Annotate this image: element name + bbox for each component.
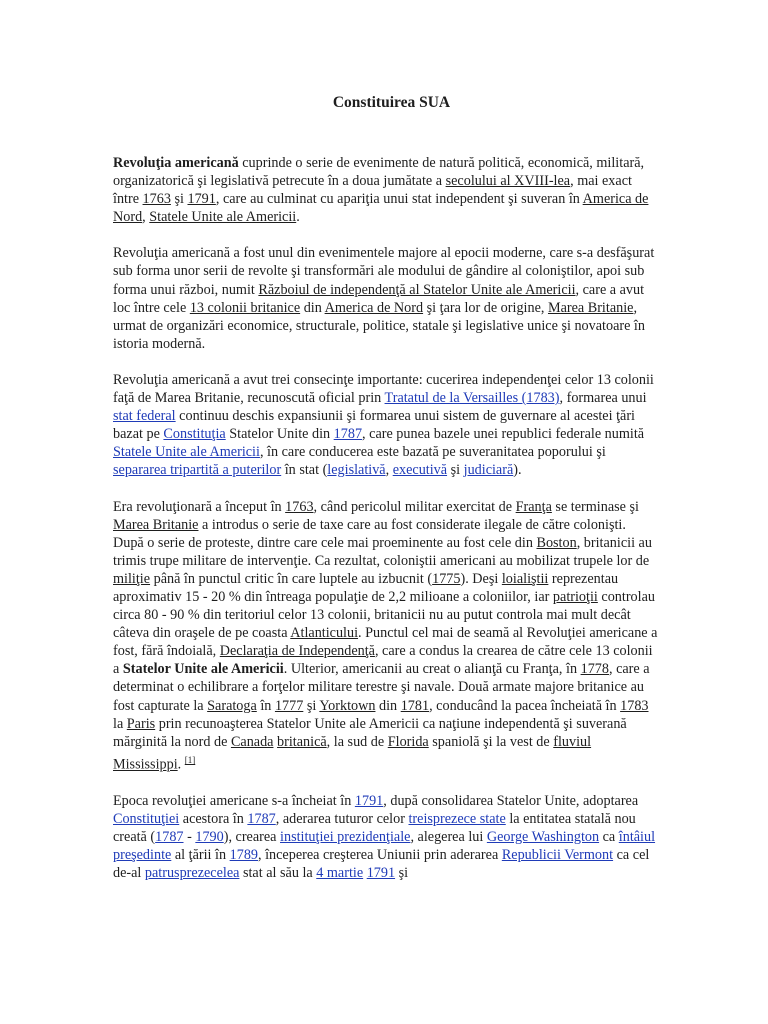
bold-term: Revoluţia americană bbox=[113, 155, 239, 171]
link-13-colonii[interactable]: 13 colonii britanice bbox=[189, 299, 301, 316]
paragraph-4: Era revoluţionară a început în 1763, când pericolul militar exercitat de Franţa se terminase şi Marea Britanie a introdus o serie de taxe care au fost considerate ilegale de către colonişti. După o serie de proteste, dintre care cele mai proeminente au fost cele din Boston, britanicii au trimis trupe militare de intervenţie. Ca rezultat, coloniştii americani au mobilizat trupele lor de miliţie până în punctul critic în care luptele au izbucnit (1775). Deşi loialiştii reprezentau aproximativ 15 - 20 % din întreaga populaţie de 2,2 milioane a coloniilor, iar patrioţii controlau circa 80 - 90 % din teritoriul celor 13 colonii, britanicii nu au putut controla mai mult decât câteva din oraşele de pe coasta Atlanticului. Punctul cel mai de seamă al Revoluţiei americane a fost, fără îndoială, Declaraţia de Independenţă, care a condus la crearea de către cele 13 colonii a Statelor Unite ale Americii. Ulterior, americanii au creat o alianţă cu Franţa, în 1778, care a determinat o echilibrare a forţelor militare terestre şi navale. Două armate majore britanice au fost capturate la Saratoga în 1777 şi Yorktown din 1781, conducând la pacea încheiată în 1783 la Paris prin recunoaşterea Statelor Unite ale Americii ca naţiune independentă şi suverană mărginită la nord de Canada britanică, la sud de Florida spaniolă şi la vest de fluviul Mississippi. [1] bbox=[113, 498, 658, 773]
link-statele-unite[interactable]: Statele Unite ale Americii bbox=[113, 444, 260, 461]
page-title: Constituirea SUA bbox=[332, 94, 451, 111]
link-judiciara[interactable]: judiciară bbox=[463, 462, 514, 479]
link-militie[interactable]: miliţie bbox=[113, 570, 151, 587]
link-1783[interactable]: 1783 bbox=[620, 697, 649, 714]
link-yorktown[interactable]: Yorktown bbox=[319, 697, 376, 714]
link-america-de-nord[interactable]: America de Nord bbox=[113, 191, 649, 226]
link-executiva[interactable]: executivă bbox=[392, 462, 448, 479]
link-declaratia-de-independenta[interactable]: Declaraţia de Independenţă bbox=[219, 643, 375, 660]
paragraph-5: Epoca revoluţiei americane s-a încheiat în 1791, după consolidarea Statelor Unite, adoptarea Constituţiei acestora în 1787, aderarea tuturor celor treisprezece state la entitatea statală nou creată (1787 - 1790), crearea instituţiei prezidenţiale, alegerea lui George Washington ca întâiul preşedinte al ţării în 1789, începerea creşterea Uniunii prin aderarea Republicii Vermont ca cel de-al patrusprezecelea stat al său la 4 martie 1791 şi bbox=[113, 792, 656, 882]
link-saratoga[interactable]: Saratoga bbox=[207, 697, 257, 714]
link-razboiul-de-independenta[interactable]: Războiul de independenţă al Statelor Unite ale Americii bbox=[258, 281, 576, 298]
link-boston[interactable]: Boston bbox=[536, 534, 577, 551]
link-1787[interactable]: 1787 bbox=[155, 828, 184, 845]
link-stat-federal[interactable]: stat federal bbox=[113, 408, 176, 425]
link-1791[interactable]: 1791 bbox=[354, 792, 384, 809]
link-1787[interactable]: 1787 bbox=[333, 426, 363, 443]
link-1790[interactable]: 1790 bbox=[195, 828, 224, 845]
link-1763[interactable]: 1763 bbox=[142, 191, 171, 208]
link-constitutia[interactable]: Constituţia bbox=[163, 426, 226, 443]
footnote-ref[interactable]: [1] bbox=[184, 754, 196, 765]
paragraph-1: Revoluţia americană cuprinde o serie de evenimente de natură politică, economică, militară, organizatorică şi legislativă petrecute în a doua jumătate a secolului al XVIII-lea, mai exact între 1763 şi 1791, care au culminat cu apariţia unui stat independent şi suveran în America de Nord, Statele Unite ale Americii. bbox=[113, 155, 649, 226]
link-paris[interactable]: Paris bbox=[126, 715, 156, 732]
link-marea-britanie[interactable]: Marea Britanie bbox=[113, 516, 199, 533]
link-america-de-nord[interactable]: America de Nord bbox=[324, 299, 424, 316]
link-canada[interactable]: Canada bbox=[230, 733, 274, 750]
link-atlanticului[interactable]: Atlanticului bbox=[290, 625, 359, 642]
link-treisprezece-state[interactable]: treisprezece state bbox=[408, 810, 506, 827]
link-tratatul-de-la-versailles[interactable]: Tratatul de la Versailles (1783) bbox=[384, 390, 560, 407]
link-britanica[interactable]: britanică bbox=[277, 733, 327, 750]
link-1791[interactable]: 1791 bbox=[187, 191, 216, 208]
bold-term: Statelor Unite ale Americii bbox=[122, 661, 284, 678]
link-florida[interactable]: Florida bbox=[387, 733, 429, 750]
link-secolul-xviii[interactable]: secolului al XVIII-lea bbox=[445, 173, 571, 190]
link-george-washington[interactable]: George Washington bbox=[486, 828, 600, 845]
link-intaiul-presedinte[interactable]: întâiul preşedinte bbox=[113, 828, 656, 863]
link-1781[interactable]: 1781 bbox=[400, 697, 430, 714]
link-separarea-puterilor[interactable]: separarea tripartită a puterilor bbox=[113, 462, 282, 479]
link-statele-unite[interactable]: Statele Unite ale Americii bbox=[149, 209, 297, 226]
link-patrusprezecelea[interactable]: patrusprezecelea bbox=[144, 865, 240, 882]
paragraph-3: Revoluţia americană a avut trei consecinţe importante: cucerirea independenţei celor 13 colonii faţă de Marea Britanie, recunoscută oficial prin Tratatul de la Versailles (1783), formarea unui stat federal continuu deschis expansiunii şi formarea unui sistem de guvernare al acestei ţări bazat pe Constituţia Statelor Unite din 1787, care punea bazele unei republici federale numită Statele Unite ale Americii, în care conducerea este bazată pe suveranitatea poporului şi separarea tripartită a puterilor în stat (legislativă, executivă şi judiciară). bbox=[113, 371, 654, 479]
link-1787[interactable]: 1787 bbox=[247, 810, 276, 827]
link-1763[interactable]: 1763 bbox=[285, 498, 314, 515]
link-legislativa[interactable]: legislativă bbox=[327, 462, 386, 479]
link-1778[interactable]: 1778 bbox=[580, 661, 609, 678]
link-republicii-vermont[interactable]: Republicii Vermont bbox=[501, 846, 614, 863]
link-1789[interactable]: 1789 bbox=[229, 846, 258, 863]
link-loialistii[interactable]: loialiştii bbox=[501, 570, 549, 587]
link-institutiei-prezidentiale[interactable]: instituţiei prezidenţiale bbox=[280, 828, 411, 845]
link-1791[interactable]: 1791 bbox=[366, 865, 396, 882]
link-patriotii[interactable]: patrioţii bbox=[552, 588, 598, 605]
link-marea-britanie[interactable]: Marea Britanie bbox=[547, 299, 634, 316]
link-franta[interactable]: Franţa bbox=[515, 498, 552, 515]
link-1777[interactable]: 1777 bbox=[274, 697, 304, 714]
link-1775[interactable]: 1775 bbox=[432, 570, 461, 587]
link-fluviul-mississippi[interactable]: fluviul Mississippi bbox=[113, 733, 592, 773]
paragraph-2: Revoluţia americană a fost unul din evenimentele majore al epocii moderne, care s-a desfăşurat sub forma unor serii de revolte şi transformări ale modului de gândire al coloniştilor, apoi sub forma unui război, numit Războiul de independenţă al Statelor Unite ale Americii, care a avut loc între cele 13 colonii britanice din America de Nord şi ţara lor de origine, Marea Britanie, urmat de organizări economice, structurale, politice, statale şi legislative unice şi novatoare în istoria modernă. bbox=[113, 245, 655, 352]
link-4-martie[interactable]: 4 martie bbox=[316, 865, 364, 882]
link-constitutiei[interactable]: Constituţiei bbox=[113, 810, 180, 827]
